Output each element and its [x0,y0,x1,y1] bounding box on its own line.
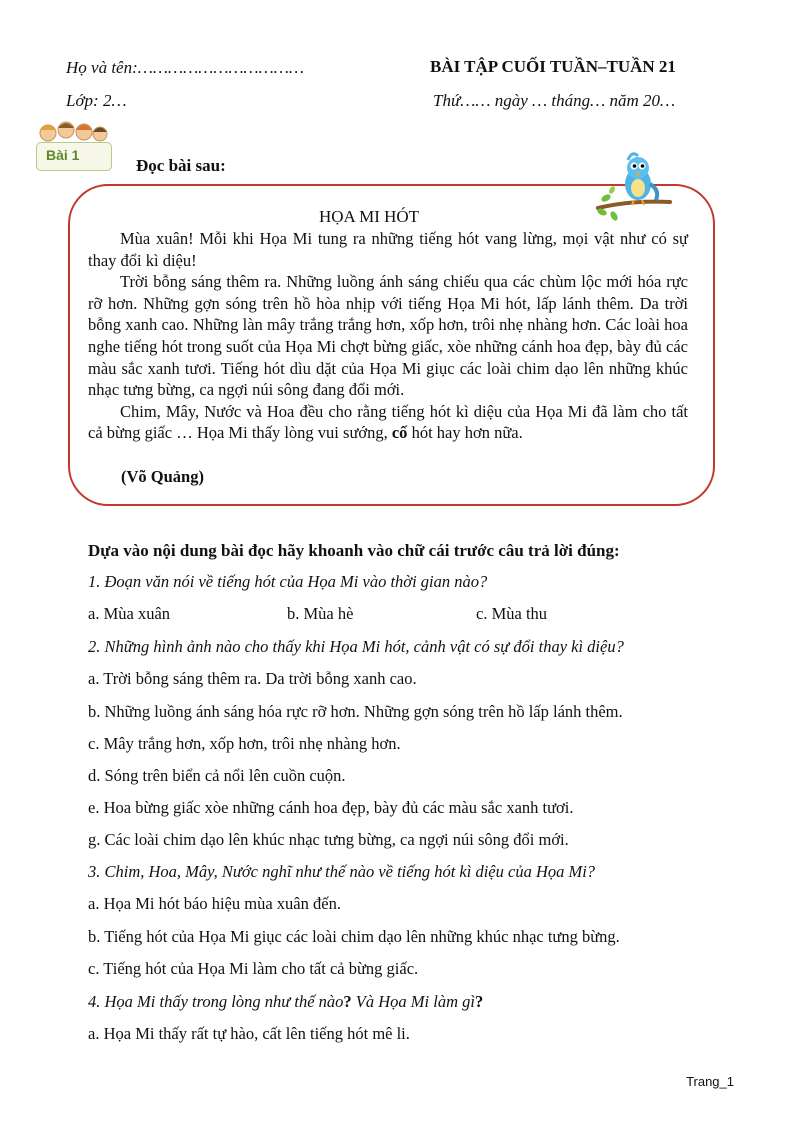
question-1: 1. Đoạn văn nói về tiếng hót của Họa Mi vào thời gian nào? [88,572,488,591]
answer-option[interactable]: c. Mùa thu [476,604,548,623]
story-paragraph: Chim, Mây, Nước và Hoa đều cho rằng tiếng hót kì diệu của Họa Mi đã làm cho tất cả bừng giấc … Họa Mi thấy lòng vui sướng, cố hót hay hơn nữa. [88,401,688,443]
story-paragraph: Trời bỗng sáng thêm ra. Những luồng ánh sáng chiếu qua các chùm lộc mới hóa rực rỡ hơn. Những gợn sóng trên hồ hòa nhịp với tiếng Họa Mi hót, lấp lánh thêm. Da trời bỗng xanh cao. Những làn mây trắng trắng hơn, xốp hơn, trôi nhẹ nhàng hơn. Các loài hoa nghe tiếng hót trong suốt của Họa Mi chợt bừng giấc, xòe những cánh hoa đẹp, bày đủ các màu sắc xanh tươi. Tiếng hót dìu dặt của Họa Mi giục các loài chim dạo lên những khúc nhạc tưng bừng, ca ngợi núi sông đang đổi mới. [88,272,688,400]
story-text [88,228,688,444]
class-field: Lớp: 2… [66,91,127,110]
exercise-badge [32,118,124,174]
answer-option[interactable]: d. Sóng trên biển cả nổi lên cuồn cuộn. [88,766,346,785]
answer-option[interactable]: a. Trời bỗng sáng thêm ra. Da trời bỗng xanh cao. [88,669,417,688]
page-number: Trang_1 [686,1074,734,1089]
worksheet-title: BÀI TẬP CUỐI TUẦN–TUẦN 21 [430,57,676,76]
student-name-field: Họ và tên:…………………………… [66,58,305,77]
question-1-options [88,604,728,626]
story-paragraph: Mùa xuân! Mỗi khi Họa Mi tung ra những tiếng hót vang lừng, mọi vật như có sự thay đổi kì diệu! [88,229,688,270]
date-field: Thứ…… ngày … tháng… năm 20… [433,91,676,110]
answer-option[interactable]: a. Mùa xuân [88,604,171,623]
answer-option[interactable]: e. Hoa bừng giấc xòe những cánh hoa đẹp, bày đủ các màu sắc xanh tươi. [88,798,574,817]
answer-option[interactable]: a. Họa Mi hót báo hiệu mùa xuân đến. [88,894,341,913]
answer-option[interactable]: b. Những luồng ánh sáng hóa rực rỡ hơn. Những gợn sóng trên hồ lấp lánh thêm. [88,702,623,721]
answer-option[interactable]: b. Mùa hè [287,604,354,623]
story-author: (Võ Quảng) [121,467,204,486]
story-title: HỌA MI HÓT [318,207,420,226]
question-2: 2. Những hình ảnh nào cho thấy khi Họa Mi hót, cảnh vật có sự đổi thay kì diệu? [88,637,624,656]
exercise-instruction: Đọc bài sau: [136,156,226,175]
answer-option[interactable]: a. Họa Mi thấy rất tự hào, cất lên tiếng hót mê li. [88,1024,410,1043]
answer-option[interactable]: c. Mây trắng hơn, xốp hơn, trôi nhẹ nhàng hơn. [88,734,401,753]
badge-label: Bài 1 [46,147,80,163]
questions-instruction: Dựa vào nội dung bài đọc hãy khoanh vào chữ cái trước câu trả lời đúng: [88,541,620,560]
question-3: 3. Chim, Hoa, Mây, Nước nghĩ như thế nào về tiếng hót kì diệu của Họa Mi? [88,862,596,881]
question-4: 4. Họa Mi thấy trong lòng như thế nào? Và Họa Mi làm gì? [88,992,484,1011]
answer-option[interactable]: g. Các loài chim dạo lên khúc nhạc tưng bừng, ca ngợi núi sông đổi mới. [88,830,569,849]
answer-option[interactable]: c. Tiếng hót của Họa Mi làm cho tất cả bừng giấc. [88,959,419,978]
answer-option[interactable]: b. Tiếng hót của Họa Mi giục các loài chim dạo lên những khúc nhạc tưng bừng. [88,927,620,946]
